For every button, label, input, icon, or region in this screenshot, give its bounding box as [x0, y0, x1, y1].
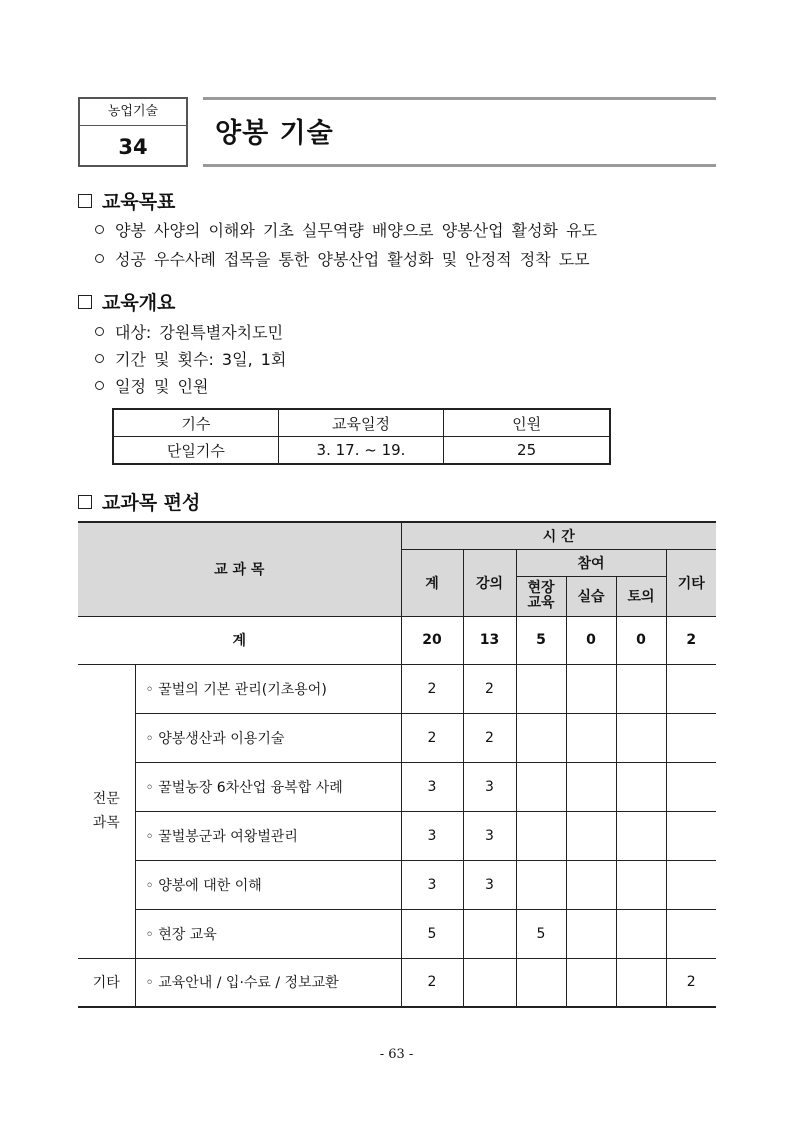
curriculum-table: [78, 521, 716, 1008]
hours-cell-total: 3: [401, 762, 463, 811]
goal-item-text: 양봉 사양의 이해와 기초 실무역량 배양으로 양봉산업 활성화 유도: [115, 221, 598, 240]
total-row-cell: 0: [566, 616, 616, 664]
badge-number: 34: [118, 135, 148, 159]
hours-cell-lecture: [463, 909, 516, 958]
hours-cell-lecture: 3: [463, 762, 516, 811]
title-rule-top: [203, 97, 716, 100]
schedule-table: [112, 408, 611, 465]
hours-cell-discussion: [616, 762, 666, 811]
hours-cell-practice: [566, 664, 616, 713]
hours-cell-discussion: [616, 909, 666, 958]
hours-cell-field: [516, 860, 566, 909]
field-header-line2: 교육: [527, 595, 555, 611]
hours-cell-lecture: 3: [463, 860, 516, 909]
circle-bullet-icon: [95, 381, 104, 390]
section-curriculum-title: 교과목 편성: [102, 492, 201, 514]
hours-cell-total: 2: [401, 664, 463, 713]
total-row-cell: 2: [666, 616, 716, 664]
hours-cell-discussion: [616, 713, 666, 762]
goal-item: [95, 247, 590, 270]
title-rule-bottom: [203, 164, 716, 167]
hours-cell-field: [516, 664, 566, 713]
schedule-header-cell: 기수: [113, 409, 278, 437]
hours-cell-total: 5: [401, 909, 463, 958]
table-row: [78, 713, 716, 762]
field-header-line1: 현장: [527, 580, 555, 596]
total-row: [78, 616, 716, 664]
goal-item: [95, 218, 597, 241]
total-row-cell: 13: [463, 616, 516, 664]
circle-bullet-icon: [95, 327, 104, 336]
lecture-header: 강의: [463, 549, 516, 616]
hours-cell-field: [516, 762, 566, 811]
hours-cell-total: 2: [401, 713, 463, 762]
other-header: 기타: [666, 549, 716, 616]
time-header: 시 간: [401, 522, 716, 549]
schedule-header-cell: 교육일정: [278, 409, 443, 437]
subject-cell: ◦ 꿀벌농장 6차산업 융복합 사례: [135, 762, 401, 811]
schedule-header-cell: 인원: [444, 409, 610, 437]
subject-cell: ◦ 현장 교육: [135, 909, 401, 958]
participation-header: 참여: [516, 549, 666, 576]
overview-item-text: 대상: 강원특별자치도민: [115, 323, 284, 342]
overview-item: [95, 320, 283, 343]
table-row: [78, 860, 716, 909]
square-bullet-icon: [78, 495, 92, 509]
subject-cell: ◦ 꿀벌의 기본 관리(기초용어): [135, 664, 401, 713]
hours-cell-field: [516, 958, 566, 1007]
total-row-label: 계: [78, 616, 401, 664]
page-number: - 63 -: [379, 1047, 414, 1062]
hours-cell-field: [516, 713, 566, 762]
hours-cell-practice: [566, 958, 616, 1007]
square-bullet-icon: [78, 194, 92, 208]
hours-cell-field: 5: [516, 909, 566, 958]
hours-cell-discussion: [616, 860, 666, 909]
hours-cell-discussion: [616, 811, 666, 860]
hours-cell-other: [666, 909, 716, 958]
section-goals-heading: [78, 187, 175, 214]
section-overview-heading: [78, 288, 175, 315]
hours-cell-discussion: [616, 664, 666, 713]
hours-cell-practice: [566, 909, 616, 958]
hours-cell-other: [666, 811, 716, 860]
table-row: [78, 664, 716, 713]
group-label-line2: 과목: [92, 815, 120, 831]
hours-cell-discussion: [616, 958, 666, 1007]
hours-cell-lecture: [463, 958, 516, 1007]
overview-item-text: 기간 및 횟수: 3일, 1회: [115, 350, 287, 369]
category-badge: [78, 97, 188, 167]
hours-cell-other: [666, 713, 716, 762]
subject-header: 교 과 목: [78, 522, 401, 616]
hours-cell-practice: [566, 860, 616, 909]
total-header: 계: [401, 549, 463, 616]
group-label-other: 기타: [78, 958, 135, 1007]
hours-cell-practice: [566, 811, 616, 860]
page-title: 양봉 기술: [215, 118, 334, 149]
field-header: [516, 576, 566, 616]
overview-item: [95, 347, 286, 370]
total-row-cell: 5: [516, 616, 566, 664]
subject-cell: ◦ 꿀벌봉군과 여왕벌관리: [135, 811, 401, 860]
section-curriculum-heading: [78, 488, 200, 515]
section-overview-title: 교육개요: [102, 292, 176, 314]
subject-cell: ◦ 교육안내 / 입·수료 / 정보교환: [135, 958, 401, 1007]
circle-bullet-icon: [95, 254, 104, 263]
group-label-major: [78, 664, 135, 958]
table-row: [78, 811, 716, 860]
total-row-cell: 0: [616, 616, 666, 664]
hours-cell-field: [516, 811, 566, 860]
table-header-row: [113, 409, 610, 437]
hours-cell-practice: [566, 762, 616, 811]
hours-cell-total: 3: [401, 860, 463, 909]
subject-cell: ◦ 양봉생산과 이용기술: [135, 713, 401, 762]
discussion-header: 토의: [616, 576, 666, 616]
schedule-cell: 단일기수: [113, 437, 278, 465]
practice-header: 실습: [566, 576, 616, 616]
hours-cell-lecture: 2: [463, 713, 516, 762]
schedule-cell: 3. 17. ~ 19.: [278, 437, 443, 465]
hours-cell-other: [666, 664, 716, 713]
overview-item: [95, 374, 208, 397]
table-row: [113, 437, 610, 465]
badge-category: 농업기술: [80, 99, 186, 126]
hours-cell-practice: [566, 713, 616, 762]
table-header-row: [78, 522, 716, 549]
schedule-cell: 25: [444, 437, 610, 465]
hours-cell-other: 2: [666, 958, 716, 1007]
hours-cell-other: [666, 860, 716, 909]
total-row-cell: 20: [401, 616, 463, 664]
goal-item-text: 성공 우수사례 접목을 통한 양봉산업 활성화 및 안정적 정착 도모: [115, 250, 590, 269]
square-bullet-icon: [78, 295, 92, 309]
table-row: [78, 958, 716, 1007]
hours-cell-total: 2: [401, 958, 463, 1007]
hours-cell-lecture: 2: [463, 664, 516, 713]
overview-item-text: 일정 및 인원: [115, 377, 209, 396]
hours-cell-other: [666, 762, 716, 811]
subject-cell: ◦ 양봉에 대한 이해: [135, 860, 401, 909]
circle-bullet-icon: [95, 354, 104, 363]
hours-cell-lecture: 3: [463, 811, 516, 860]
circle-bullet-icon: [95, 225, 104, 234]
group-label-line1: 전문: [92, 791, 120, 807]
section-goals-title: 교육목표: [102, 191, 176, 213]
title-bar: [203, 97, 716, 167]
table-row: [78, 909, 716, 958]
hours-cell-total: 3: [401, 811, 463, 860]
table-row: [78, 762, 716, 811]
